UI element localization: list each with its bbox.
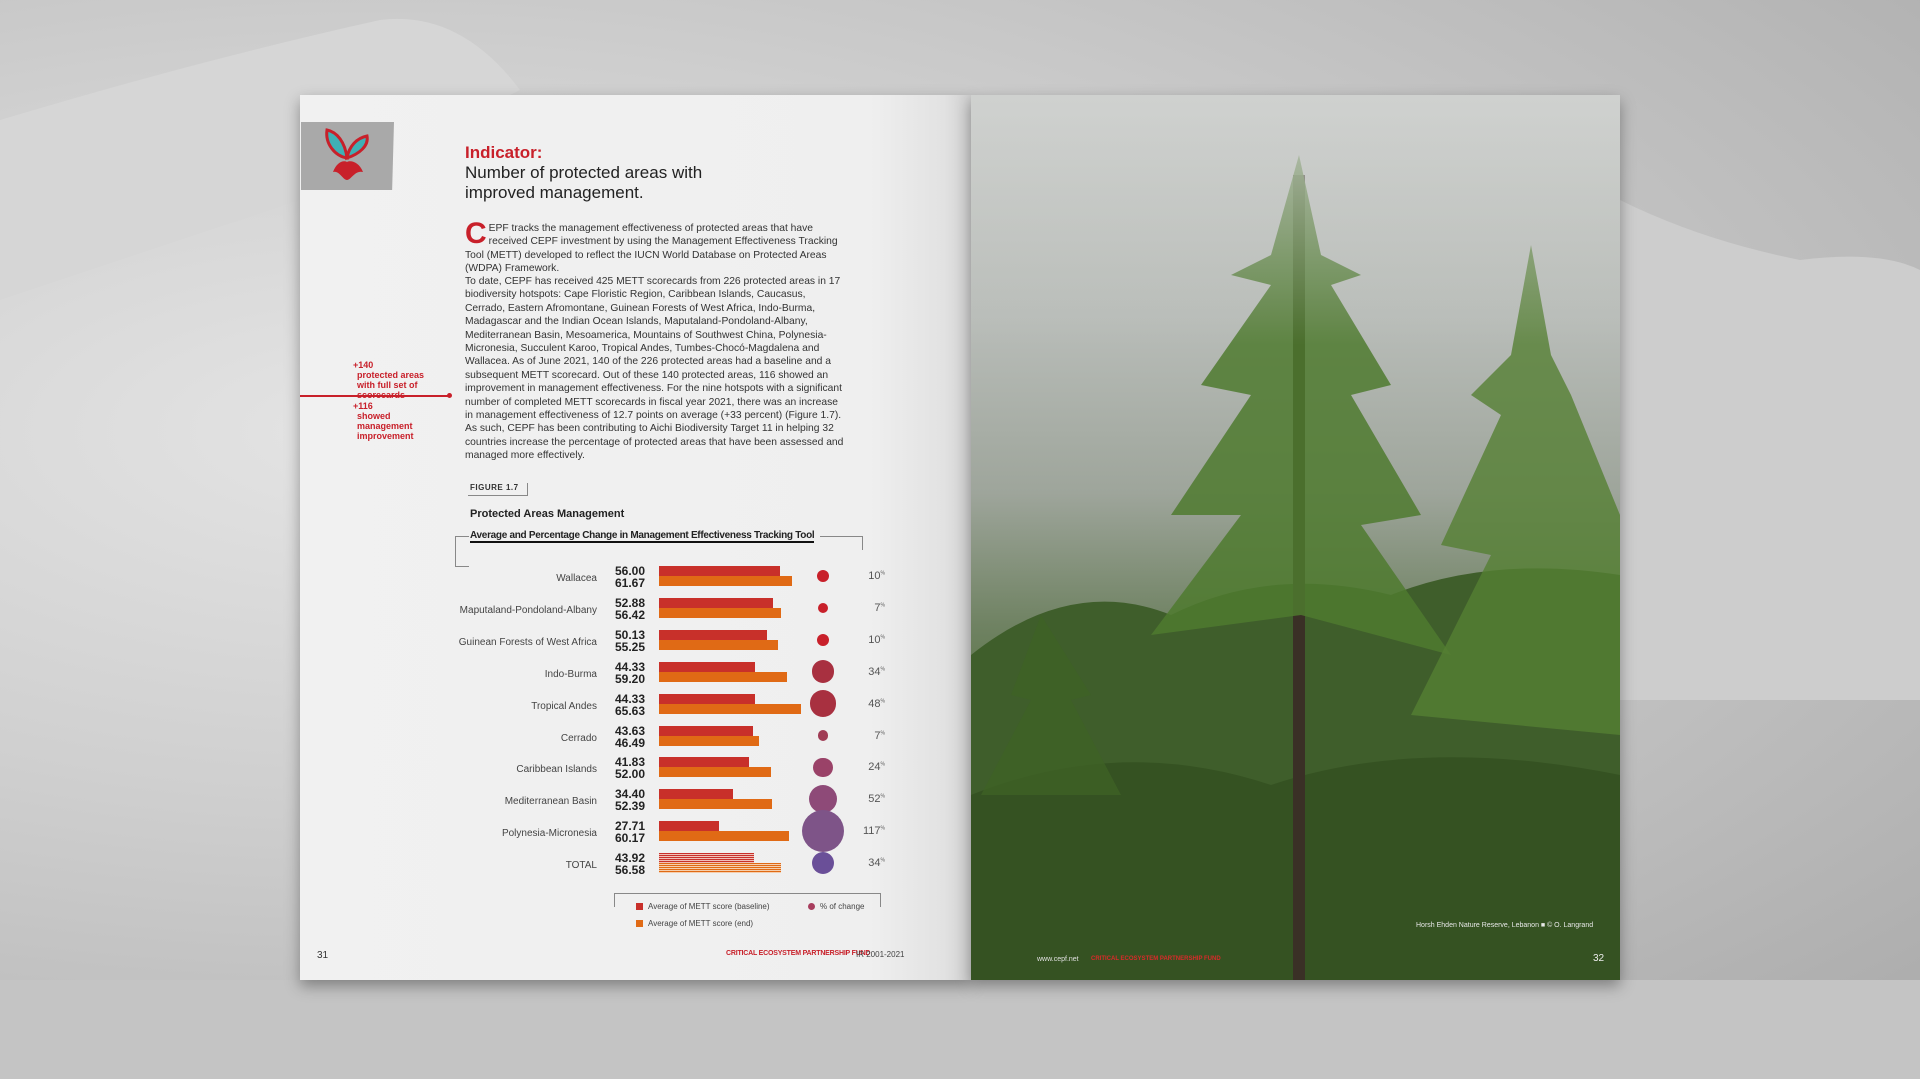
indicator-label: Indicator: bbox=[465, 143, 543, 162]
baseline-value: 52.88 bbox=[614, 595, 645, 610]
category-label: Guinean Forests of West Africa bbox=[458, 636, 597, 648]
change-percent: 117% bbox=[863, 825, 885, 838]
footer-report: IR 2001-2021 bbox=[856, 950, 905, 959]
baseline-value: 44.33 bbox=[614, 691, 645, 706]
bar-baseline bbox=[659, 662, 755, 672]
end-value: 52.00 bbox=[614, 767, 645, 782]
bar-end bbox=[659, 736, 759, 746]
change-bubble bbox=[802, 810, 844, 852]
end-value: 61.67 bbox=[614, 576, 645, 590]
end-value: 52.39 bbox=[614, 799, 645, 814]
percent-unit: % bbox=[880, 570, 885, 577]
percent-unit: % bbox=[880, 697, 885, 704]
end-value: 46.49 bbox=[614, 735, 645, 750]
baseline-value: 56.00 bbox=[614, 564, 645, 578]
forest-photo bbox=[971, 95, 1620, 980]
percent-unit: % bbox=[880, 729, 885, 736]
bar-end bbox=[659, 672, 787, 682]
side-note-text: showed management improvement bbox=[357, 411, 414, 441]
bar-baseline bbox=[659, 853, 754, 863]
left-page bbox=[300, 95, 971, 980]
page-number-right: 32 bbox=[1593, 953, 1605, 964]
footer-org-right: CRITICAL ECOSYSTEM PARTNERSHIP FUND bbox=[1091, 956, 1221, 962]
legend-end bbox=[636, 919, 753, 928]
percent-unit: % bbox=[880, 602, 885, 609]
percent-unit: % bbox=[880, 666, 885, 673]
drop-cap: C bbox=[465, 217, 487, 250]
photo-caption: Horsh Ehden Nature Reserve, Lebanon ■ © O. Langrand bbox=[1416, 922, 1594, 929]
category-label: Caribbean Islands bbox=[516, 764, 597, 776]
bar-baseline bbox=[659, 789, 733, 799]
bar-end bbox=[659, 640, 778, 650]
percent-unit: % bbox=[880, 825, 885, 832]
bar-end bbox=[659, 576, 792, 586]
baseline-value: 50.13 bbox=[614, 627, 645, 642]
category-label: Wallacea bbox=[556, 573, 597, 584]
change-percent: 7% bbox=[874, 729, 885, 742]
category-label: Tropical Andes bbox=[531, 700, 597, 712]
category-label: Cerrado bbox=[560, 732, 597, 744]
bar-end bbox=[659, 799, 772, 809]
website-url[interactable]: www.cepf.net bbox=[1037, 956, 1079, 963]
change-bubble bbox=[809, 785, 837, 813]
change-bubble bbox=[812, 660, 835, 683]
legend-label: Average of METT score (baseline) bbox=[648, 902, 770, 911]
baseline-value: 43.63 bbox=[614, 723, 645, 738]
page-title: Number of protected areas with improved management. bbox=[465, 163, 703, 202]
baseline-value: 41.83 bbox=[614, 755, 645, 770]
chart-subtitle: Average and Percentage Change in Management Effectiveness Tracking Tool bbox=[470, 530, 815, 541]
figure-label: FIGURE 1.7 bbox=[468, 483, 528, 496]
legend-baseline bbox=[636, 902, 770, 911]
legend-swatch bbox=[636, 903, 643, 910]
end-value: 65.63 bbox=[614, 703, 645, 718]
change-bubble bbox=[812, 852, 835, 875]
side-note-text: protected areas with full set of bbox=[357, 370, 425, 390]
intro-text: EPF tracks the management effectiveness of protected areas that have received CEPF investment by using the Management Effectiveness Tracking Tool (METT) developed to reflect the IUCN World Database on Protected Areas (WDPA) Framework. bbox=[465, 223, 838, 275]
footer-org: CRITICAL ECOSYSTEM PARTNERSHIP FUND bbox=[726, 950, 871, 957]
end-value: 60.17 bbox=[614, 831, 645, 846]
bar-chart bbox=[300, 95, 971, 980]
category-label: Polynesia-Micronesia bbox=[501, 828, 597, 840]
change-bubble bbox=[817, 634, 829, 646]
change-bubble bbox=[818, 603, 828, 613]
bar-baseline bbox=[659, 821, 719, 831]
bar-end bbox=[659, 608, 781, 618]
change-bubble bbox=[817, 570, 829, 582]
bar-baseline bbox=[659, 757, 749, 767]
chart-title: Protected Areas Management bbox=[470, 508, 625, 520]
category-label: TOTAL bbox=[565, 860, 597, 872]
bar-baseline bbox=[659, 566, 780, 576]
legend-swatch bbox=[808, 903, 815, 910]
bar-end bbox=[659, 767, 771, 777]
page-number: 31 bbox=[317, 950, 329, 961]
change-percent: 10% bbox=[868, 633, 885, 646]
change-percent: 34% bbox=[868, 857, 885, 870]
category-label: Maputaland-Pondoland-Albany bbox=[459, 604, 597, 616]
change-bubble bbox=[813, 758, 832, 777]
legend-change bbox=[808, 902, 864, 911]
change-percent: 34% bbox=[868, 665, 885, 678]
bar-baseline bbox=[659, 598, 773, 608]
end-value: 55.25 bbox=[614, 639, 645, 654]
baseline-value: 43.92 bbox=[614, 851, 645, 866]
legend-label: Average of METT score (end) bbox=[648, 919, 754, 928]
change-bubble bbox=[818, 730, 828, 740]
legend-label: % of change bbox=[820, 902, 865, 911]
end-value: 59.20 bbox=[614, 671, 645, 686]
bar-baseline bbox=[659, 630, 767, 640]
change-percent: 52% bbox=[868, 793, 885, 806]
percent-unit: % bbox=[880, 793, 885, 800]
change-bubble bbox=[810, 690, 837, 717]
percent-unit: % bbox=[880, 634, 885, 641]
baseline-value: 27.71 bbox=[614, 819, 645, 834]
category-label: Indo-Burma bbox=[544, 668, 597, 680]
body-paragraph: To date, CEPF has received 425 METT scorecards from 226 protected areas in 17 biodiversity hotspots: Cape Floristic Region, Caribbean Islands, Caucasus, Cerrado, Eastern Afromontane, Guinean Forests of West Africa, Indo-Burma, Madagascar and the Indian Ocean Islands, Maputaland-Pondoland-Albany, Mediterranean Basin, Mesoamerica, Mountains of Southwest China, Polynesia-Micronesia, Succulent Karoo, Tropical Andes, Tumbes-Chocó-Magdalena and Wallacea. As of June 2021, 140 of the 226 protected areas had a baseline and a subsequent METT scorecard. Out of these 140 protected areas, 116 showed an improvement in management effectiveness. For the nine hotspots with a significant number of completed METT scorecards in fiscal year 2021, there was an increase in management effectiveness of 12.7 points on average (+33 percent) (Figure 1.7). As such, CEPF has been contributing to Aichi Biodiversity Target 11 in helping 32 countries increase the percentage of protected areas that have been assessed and managed more effectively. bbox=[465, 276, 844, 462]
end-value: 56.42 bbox=[614, 607, 645, 622]
end-value: 56.58 bbox=[614, 863, 645, 878]
percent-unit: % bbox=[880, 857, 885, 864]
change-percent: 7% bbox=[874, 601, 885, 614]
side-note-value: +140 bbox=[353, 360, 374, 370]
bar-end bbox=[659, 704, 801, 714]
change-percent: 10% bbox=[868, 570, 885, 582]
bar-end bbox=[659, 831, 789, 841]
side-note-value: +116 bbox=[353, 401, 373, 411]
change-percent: 48% bbox=[868, 697, 885, 710]
baseline-value: 34.40 bbox=[614, 787, 645, 802]
bar-end bbox=[659, 863, 781, 873]
baseline-value: 44.33 bbox=[614, 659, 645, 674]
bar-baseline bbox=[659, 694, 755, 704]
bar-baseline bbox=[659, 726, 753, 736]
legend-swatch bbox=[636, 920, 643, 927]
percent-unit: % bbox=[880, 761, 885, 768]
change-percent: 24% bbox=[868, 761, 885, 774]
category-label: Mediterranean Basin bbox=[504, 796, 597, 808]
right-page-forest-photo bbox=[971, 95, 1620, 980]
